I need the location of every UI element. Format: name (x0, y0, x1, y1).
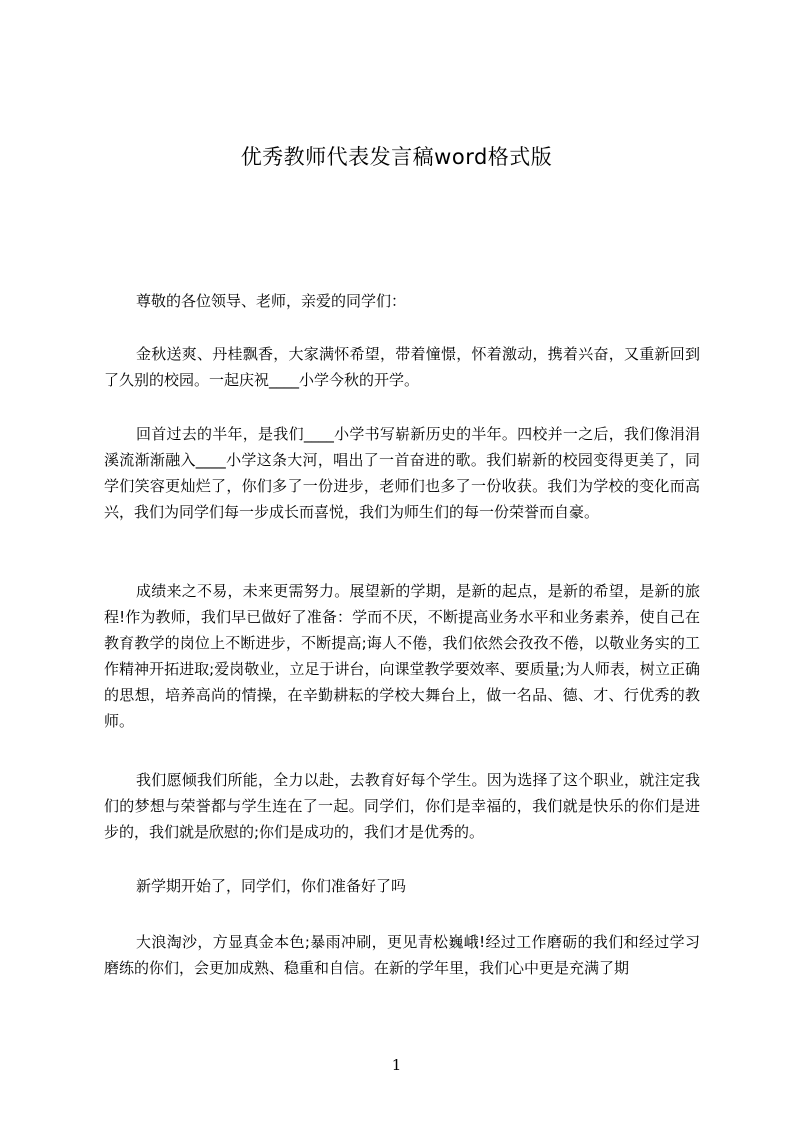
body-paragraph-6: 大浪淘沙，方显真金本色;暴雨冲刷，更见青松巍峨!经过工作磨砺的我们和经过学习磨练的你们，会更加成熟、稳重和自信。在新的学年里，我们心中更是充满了期 (104, 933, 700, 977)
body-paragraph-3: 成绩来之不易，未来更需努力。展望新的学期，是新的起点，是新的希望，是新的旅程!作为教师，我们早已做好了准备：学而不厌，不断提高业务水平和业务素养，使自己在教育教学的岗位上不断进步，不断提高;诲人不倦，我们依然会孜孜不倦，以敬业务实的工作精神开拓进取;爱岗敬业，立足于讲台，向课堂教学要效率、要质量;为人师表，树立正确的思想，培养高尚的情操，在辛勤耕耘的学校大舞台上，做一名品、德、才、行优秀的教师。 (104, 582, 700, 730)
document-title: 优秀教师代表发言稿word格式版 (240, 145, 553, 169)
body-paragraph-5: 新学期开始了，同学们，你们准备好了吗 (136, 877, 407, 895)
body-paragraph-2: 回首过去的半年，是我们____小学书写崭新历史的半年。四校并一之后，我们像涓涓溪流渐渐融入____小学这条大河，唱出了一首奋进的歌。我们崭新的校园变得更美了，同学们笑容更灿烂了，你们多了一份进步，老师们也多了一份收获。我们为学校的变化而高兴，我们为同学们每一步成长而喜悦，我们为师生们的每一份荣誉而自豪。 (104, 425, 700, 521)
body-paragraph-4: 我们愿倾我们所能，全力以赴，去教育好每个学生。因为选择了这个职业，就注定我们的梦想与荣誉都与学生连在了一起。同学们，你们是幸福的，我们就是快乐的你们是进步的，我们就是欣慰的;你们是成功的，我们才是优秀的。 (104, 771, 700, 841)
body-paragraph-1: 金秋送爽、丹桂飘香，大家满怀希望，带着憧憬，怀着激动，携着兴奋，又重新回到了久别的校园。一起庆祝____小学今秋的开学。 (104, 345, 700, 389)
page-number: 1 (391, 1056, 402, 1074)
salutation-paragraph: 尊敬的各位领导、老师，亲爱的同学们： (136, 292, 407, 310)
